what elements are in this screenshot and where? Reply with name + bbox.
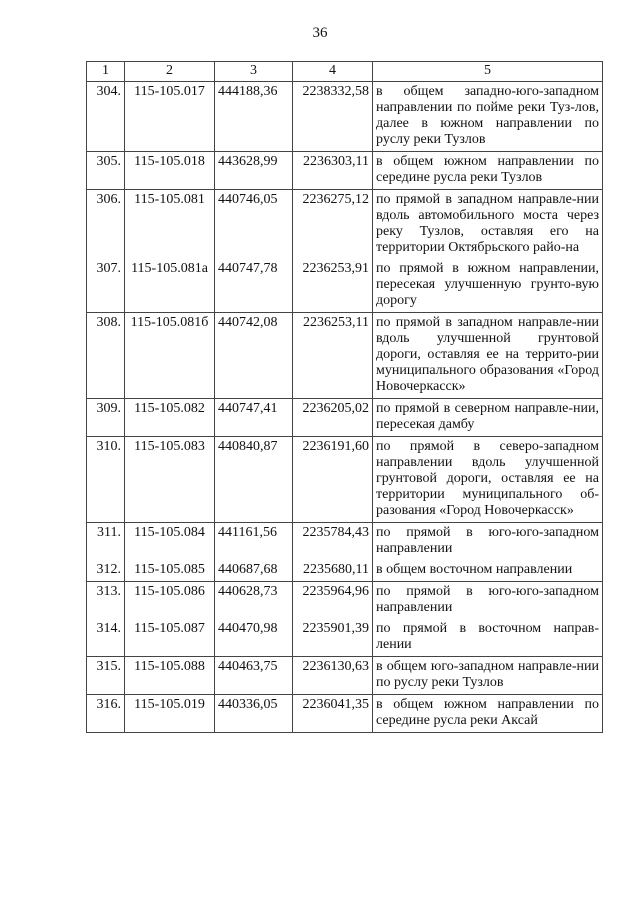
coordinate-x: 440463,75 (215, 657, 293, 695)
point-code: 115-105.017 (125, 82, 215, 152)
point-code: 115-105.086 (125, 582, 215, 620)
coordinate-y: 2235784,43 (293, 523, 373, 561)
coordinate-y: 2238332,58 (293, 82, 373, 152)
coordinate-x: 440470,98 (215, 619, 293, 657)
coordinate-y: 2236191,60 (293, 437, 373, 523)
direction-description: по прямой в северо-западном направлении вдоль улучшенной грунтовой дороги, оставляя ее на территории муниципального об-разования «Город Новочеркасск» (373, 437, 603, 523)
row-number: 308. (87, 313, 125, 399)
coordinate-x: 440628,73 (215, 582, 293, 620)
direction-description: по прямой в северном направле-нии, пересекая дамбу (373, 399, 603, 437)
point-code: 115-105.081 (125, 190, 215, 260)
table-row (87, 82, 603, 152)
coordinate-x: 440747,78 (215, 259, 293, 313)
point-code: 115-105.088 (125, 657, 215, 695)
table-row (87, 582, 603, 620)
direction-description: в общем юго-западном направле-нии по руслу реки Тузлов (373, 657, 603, 695)
column-header: 1 (87, 62, 125, 82)
direction-description: по прямой в юго-юго-западном направлении (373, 582, 603, 620)
coordinate-y: 2235964,96 (293, 582, 373, 620)
direction-description: по прямой в западном направле-нии вдоль автомобильного моста через реку Тузлов, оставляя его на территории Октябрьского райо-на (373, 190, 603, 260)
row-number: 311. (87, 523, 125, 561)
row-number: 313. (87, 582, 125, 620)
column-header: 2 (125, 62, 215, 82)
point-code: 115-105.083 (125, 437, 215, 523)
table-row (87, 190, 603, 260)
direction-description: в общем южном направлении по середине русла реки Тузлов (373, 152, 603, 190)
row-number: 304. (87, 82, 125, 152)
coordinate-y: 2235901,39 (293, 619, 373, 657)
table-row (87, 523, 603, 561)
column-header: 5 (373, 62, 603, 82)
table-row (87, 657, 603, 695)
coordinate-y: 2235680,11 (293, 560, 373, 582)
row-number: 315. (87, 657, 125, 695)
row-number: 309. (87, 399, 125, 437)
table-row (87, 259, 603, 313)
coordinate-y: 2236253,91 (293, 259, 373, 313)
coordinate-x: 444188,36 (215, 82, 293, 152)
coordinate-y: 2236253,11 (293, 313, 373, 399)
point-code: 115-105.087 (125, 619, 215, 657)
table-row (87, 152, 603, 190)
row-number: 316. (87, 695, 125, 733)
row-number: 310. (87, 437, 125, 523)
coordinate-x: 440742,08 (215, 313, 293, 399)
table-row (87, 399, 603, 437)
direction-description: по прямой в юго-юго-западном направлении (373, 523, 603, 561)
coordinate-x: 440746,05 (215, 190, 293, 260)
row-number: 306. (87, 190, 125, 260)
row-number: 307. (87, 259, 125, 313)
coordinate-x: 441161,56 (215, 523, 293, 561)
table-row (87, 437, 603, 523)
page-number: 36 (312, 25, 328, 41)
direction-description: по прямой в восточном направ-лении (373, 619, 603, 657)
point-code: 115-105.019 (125, 695, 215, 733)
table-row (87, 560, 603, 582)
row-number: 312. (87, 560, 125, 582)
point-code: 115-105.082 (125, 399, 215, 437)
direction-description: в общем западно-юго-западном направлении по пойме реки Туз-лов, далее в южном направлении по руслу реки Тузлов (373, 82, 603, 152)
point-code: 115-105.085 (125, 560, 215, 582)
coordinate-x: 440840,87 (215, 437, 293, 523)
coordinate-x: 443628,99 (215, 152, 293, 190)
coordinate-y: 2236303,11 (293, 152, 373, 190)
boundary-points-table (86, 61, 603, 733)
coordinate-y: 2236205,02 (293, 399, 373, 437)
table-row (87, 619, 603, 657)
direction-description: в общем южном направлении по середине русла реки Аксай (373, 695, 603, 733)
direction-description: в общем восточном направлении (373, 560, 603, 582)
coordinate-y: 2236275,12 (293, 190, 373, 260)
row-number: 314. (87, 619, 125, 657)
table-row (87, 313, 603, 399)
row-number: 305. (87, 152, 125, 190)
direction-description: по прямой в западном направле-нии вдоль улучшенной грунтовой дороги, оставляя ее на террито-рии муниципального образования «Город Новочеркасск» (373, 313, 603, 399)
point-code: 115-105.084 (125, 523, 215, 561)
table-header-row (87, 62, 603, 82)
coordinate-x: 440747,41 (215, 399, 293, 437)
coordinate-y: 2236041,35 (293, 695, 373, 733)
coordinate-x: 440336,05 (215, 695, 293, 733)
coordinate-y: 2236130,63 (293, 657, 373, 695)
direction-description: по прямой в южном направлении, пересекая улучшенную грунто-вую дорогу (373, 259, 603, 313)
table-row (87, 695, 603, 733)
coordinate-x: 440687,68 (215, 560, 293, 582)
point-code: 115-105.018 (125, 152, 215, 190)
column-header: 3 (215, 62, 293, 82)
point-code: 115-105.081б (125, 313, 215, 399)
column-header: 4 (293, 62, 373, 82)
point-code: 115-105.081а (125, 259, 215, 313)
